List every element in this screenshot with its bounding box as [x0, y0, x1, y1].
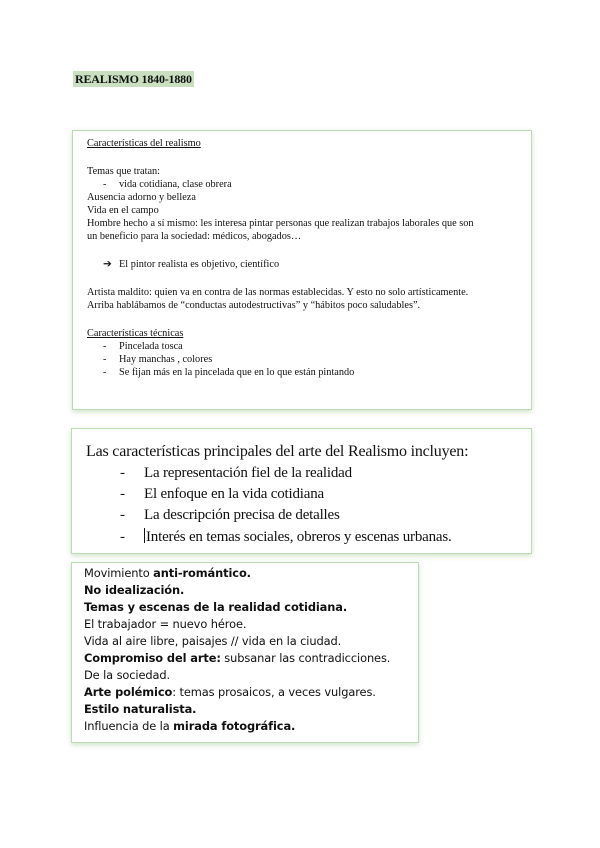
principal-item	[120, 507, 340, 524]
text-cursor	[144, 528, 145, 543]
principal-dash: -	[120, 465, 125, 481]
line-hombre-1: Hombre hecho a sí mismo: les interesa pintar personas que realizan trabajos laborales que son	[87, 218, 474, 229]
summary-text: : temas prosaicos, a veces vulgares.	[172, 685, 376, 699]
tecnica-dash: -	[103, 354, 107, 365]
line-artista-2: Arriba hablábamos de “conductas autodestructivas” y “hábitos poco saludables”.	[87, 300, 421, 311]
line-artista-1: Artista maldito: quien va en contra de las normas establecidas. Y esto no solo artísticamente.	[87, 287, 469, 298]
heading-tecnicas: Características técnicas	[87, 328, 184, 339]
line-hombre-2: un beneficio para la sociedad: médicos, abogados…	[87, 231, 302, 242]
arrow-icon: ➔	[103, 259, 112, 270]
summary-text: Movimiento	[84, 566, 154, 580]
summary-bold: anti-romántico.	[153, 566, 251, 580]
summary-box	[71, 562, 419, 743]
summary-line	[84, 600, 347, 615]
summary-line	[84, 566, 251, 581]
principal-dash: -	[120, 486, 125, 502]
principal-dash: -	[120, 507, 125, 523]
summary-text: subsanar las contradicciones.	[220, 651, 391, 665]
summary-bold: No idealización.	[84, 583, 185, 597]
summary-line	[84, 685, 376, 700]
tecnica-item: Se fijan más en la pincelada que en lo que están pintando	[119, 367, 355, 378]
principal-dash: -	[120, 529, 125, 545]
principal-item-text: Interés en temas sociales, obreros y escenas urbanas.	[146, 529, 452, 545]
summary-line	[84, 702, 196, 717]
tecnica-dash: -	[103, 367, 107, 378]
temas-dash: -	[103, 179, 107, 190]
summary-bold: Compromiso del arte:	[84, 651, 221, 665]
summary-line	[84, 583, 184, 598]
line-ausencia: Ausencia adorno y belleza	[87, 192, 196, 203]
tecnica-item: Hay manchas , colores	[119, 354, 213, 365]
characteristics-box	[72, 130, 532, 410]
line-pintor: El pintor realista es objetivo, científico	[119, 259, 280, 270]
principal-item	[120, 486, 324, 503]
summary-line	[84, 719, 295, 734]
tecnica-dash: -	[103, 341, 107, 352]
summary-line: De la sociedad.	[84, 668, 171, 682]
summary-bold: mirada fotográfica.	[173, 719, 296, 733]
tecnica-item: Pincelada tosca	[119, 341, 183, 352]
summary-bold: Estilo naturalista.	[84, 702, 197, 716]
heading-characteristics: Características del realismo	[87, 138, 201, 149]
summary-line: Vida al aire libre, paisajes // vida en la ciudad.	[84, 634, 342, 648]
principal-item-text: La descripción precisa de detalles	[144, 507, 340, 523]
principal-characteristics-box	[71, 428, 532, 554]
temas-label: Temas que tratan:	[87, 166, 161, 177]
principal-item	[120, 528, 452, 546]
principal-item-text: La representación fiel de la realidad	[144, 465, 352, 481]
principal-heading: Las características principales del arte del Realismo incluyen:	[86, 443, 469, 460]
temas-item: vida cotidiana, clase obrera	[119, 179, 232, 190]
principal-item-text: El enfoque en la vida cotidiana	[144, 486, 324, 502]
summary-line	[84, 651, 390, 666]
line-vida-campo: Vida en el campo	[87, 205, 159, 216]
page-title: REALISMO 1840-1880	[75, 72, 192, 86]
summary-line: El trabajador = nuevo héroe.	[84, 617, 247, 631]
summary-bold: Temas y escenas de la realidad cotidiana.	[84, 600, 348, 614]
principal-item	[120, 465, 352, 482]
summary-bold: Arte polémico	[84, 685, 173, 699]
summary-text: Influencia de la	[84, 719, 174, 733]
